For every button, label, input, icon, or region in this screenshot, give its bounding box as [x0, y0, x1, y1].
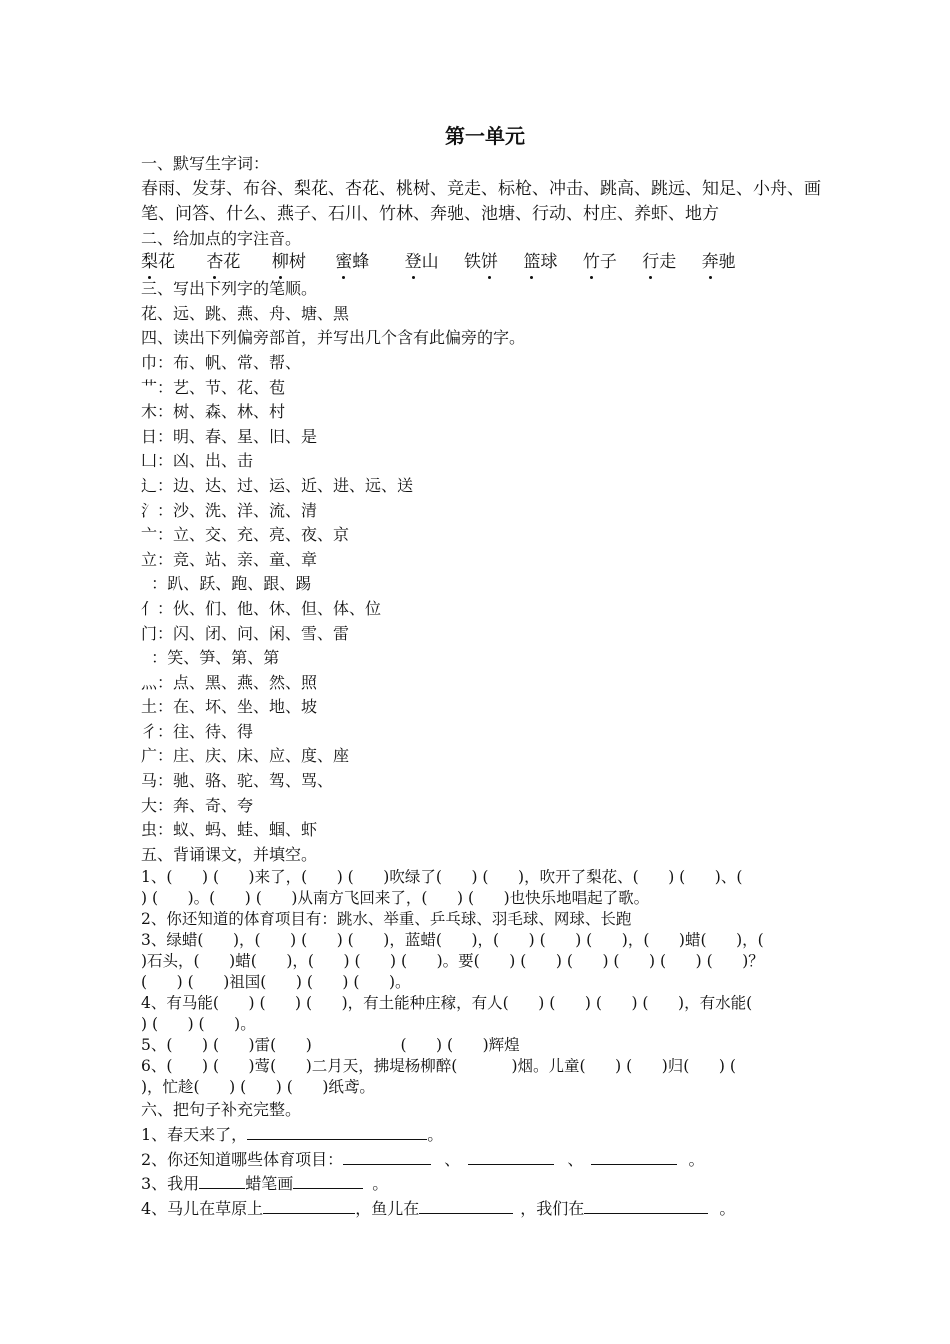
section-3-chars: 花、远、跳、燕、舟、塘、黑	[141, 303, 350, 323]
answer-blank[interactable]	[263, 1197, 355, 1214]
answer-blank[interactable]	[293, 1172, 363, 1189]
dotted-char: 梨	[141, 252, 158, 273]
radical-row: 亻：伙、们、他、休、但、体、位	[141, 598, 382, 618]
dotted-char: 柳	[271, 252, 289, 273]
answer-blank[interactable]	[247, 1123, 427, 1140]
fill-line: 4、有马能( ) ( ) ( )，有土能种庄稼，有人( ) ( ) ( ) ( )，有水能(	[141, 994, 753, 1013]
sentence-1: 1、春天来了， 。	[141, 1125, 444, 1145]
answer-blank[interactable]	[343, 1148, 431, 1165]
answer-blank[interactable]	[419, 1197, 513, 1214]
dotted-char: 行	[642, 252, 660, 273]
dotted-char: 登	[404, 252, 422, 273]
radical-row: ：笑、笋、第、第	[141, 648, 280, 668]
fill-line: 3、绿蜡( )，( ) ( ) ( )，蓝蜡( )，( ) ( ) ( )，( )蜡( )，(	[141, 931, 764, 950]
section-1-words-line-1: 春雨、发芽、布谷、梨花、杏花、桃树、竞走、标枪、冲击、跳高、跳远、知足、小舟、画	[141, 178, 821, 199]
worksheet-page	[141, 120, 821, 1221]
radical-row: 木：树、森、林、村	[141, 402, 286, 422]
sentence-2: 2、你还知道哪些体育项目： 、 、 。	[141, 1149, 705, 1169]
word-xingzou: 行走	[642, 252, 677, 273]
dotted-char: 篮	[523, 252, 541, 273]
fill-line: 2、你还知道的体育项目有：跳水、举重、乒乓球、羽毛球、网球、长跑	[141, 910, 632, 929]
radical-row: 日：明、春、星、旧、是	[141, 426, 318, 446]
fill-line: ( ) ( )祖国( ) ( ) ( )。	[141, 973, 411, 992]
word-xinghua: 杏花	[206, 252, 241, 273]
section-6-heading: 六、把句子补充完整。	[141, 1100, 302, 1120]
radical-row: 虫：蚁、蚂、蛙、蝈、虾	[141, 820, 318, 840]
dotted-char: 奔	[701, 252, 719, 273]
radical-row: 巾：布、帆、常、帮、	[141, 352, 302, 372]
radical-row: 氵：沙、洗、洋、流、清	[141, 500, 318, 520]
dotted-words-row	[141, 251, 821, 277]
sentence-4: 4、马儿在草原上 ，鱼儿在 ，我们在 。	[141, 1198, 736, 1218]
section-4-heading: 四、读出下列偏旁部首，并写出几个含有此偏旁的字。	[141, 328, 526, 348]
word-lanqiu: 篮球	[523, 252, 558, 273]
dotted-char: 杏	[206, 252, 224, 273]
section-1-words-line-2: 笔、问答、什么、燕子、石川、竹林、奔驰、池塘、行动、村庄、养虾、地方	[141, 203, 719, 224]
answer-blank[interactable]	[468, 1148, 554, 1165]
radical-row: 灬：点、黑、燕、然、照	[141, 672, 318, 692]
radical-row: 辶：边、达、过、运、近、进、远、送	[141, 475, 414, 495]
answer-blank[interactable]	[584, 1197, 708, 1214]
section-1-heading: 一、默写生字词：	[141, 154, 270, 173]
radical-row: 彳：往、待、得	[141, 721, 254, 741]
radical-list	[141, 351, 821, 843]
answer-blank[interactable]	[199, 1172, 245, 1189]
word-tiebing: 铁饼	[464, 252, 499, 273]
word-zhuzi: 竹子	[582, 252, 617, 273]
radical-row: 艹：艺、节、花、苞	[141, 377, 286, 397]
dotted-char: 竹	[582, 252, 600, 273]
sentence-3: 3、我用 蜡笔画 。	[141, 1174, 389, 1194]
radical-row: 广：庄、庆、床、应、度、座	[141, 746, 350, 766]
dotted-char: 饼	[481, 252, 499, 273]
word-mifeng: 蜜蜂	[335, 252, 370, 273]
dotted-char: 蜜	[335, 252, 353, 273]
word-lihua: 梨花	[141, 252, 175, 273]
word-liushu: 柳树	[271, 252, 306, 273]
fill-line: 1、( ) ( )来了，( ) ( )吹绿了( ) ( )，吹开了梨花、( ) ( )、(	[141, 868, 743, 887]
page-title: 第一单元	[445, 124, 525, 148]
radical-row: 亠：立、交、充、亮、夜、京	[141, 525, 350, 545]
fill-line: ) ( )。( ) ( )从南方飞回来了，( ) ( )也快乐地唱起了歌。	[141, 889, 650, 908]
word-dengshan: 登山	[404, 252, 439, 273]
fill-line: )，忙趁( ) ( ) ( )纸鸢。	[141, 1078, 375, 1097]
word-benchi: 奔驰	[701, 252, 736, 273]
answer-blank[interactable]	[591, 1148, 677, 1165]
fill-in-lines	[141, 867, 821, 1098]
radical-row: 土：在、坏、坐、地、坡	[141, 697, 318, 717]
section-2-heading: 二、给加点的字注音。	[141, 228, 302, 248]
fill-line: ) ( ) ( )。	[141, 1015, 256, 1034]
fill-line: 5、( ) ( )雷( ) ( ) ( )辉煌	[141, 1036, 520, 1055]
section-3-heading: 三、写出下列字的笔顺。	[141, 279, 318, 299]
fill-line: 6、( ) ( )莺( )二月天，拂堤杨柳醉( )烟。儿童( ) ( )归( ) (	[141, 1057, 736, 1076]
radical-row: 马：驰、骆、驼、驾、骂、	[141, 771, 334, 791]
section-5-heading: 五、背诵课文，并填空。	[141, 844, 318, 864]
radical-row: ：趴、跃、跑、跟、踢	[141, 574, 312, 594]
radical-row: 门：闪、闭、问、闲、雪、雷	[141, 623, 350, 643]
fill-line: )石头，( )蜡( )，( ) ( ) ( )。要( ) ( ) ( ) ( ) ( ) ( )？	[141, 952, 764, 971]
radical-row: 立：竞、站、亲、童、章	[141, 549, 318, 569]
radical-row: 凵：凶、出、击	[141, 451, 254, 471]
radical-row: 大：奔、奇、夸	[141, 795, 254, 815]
